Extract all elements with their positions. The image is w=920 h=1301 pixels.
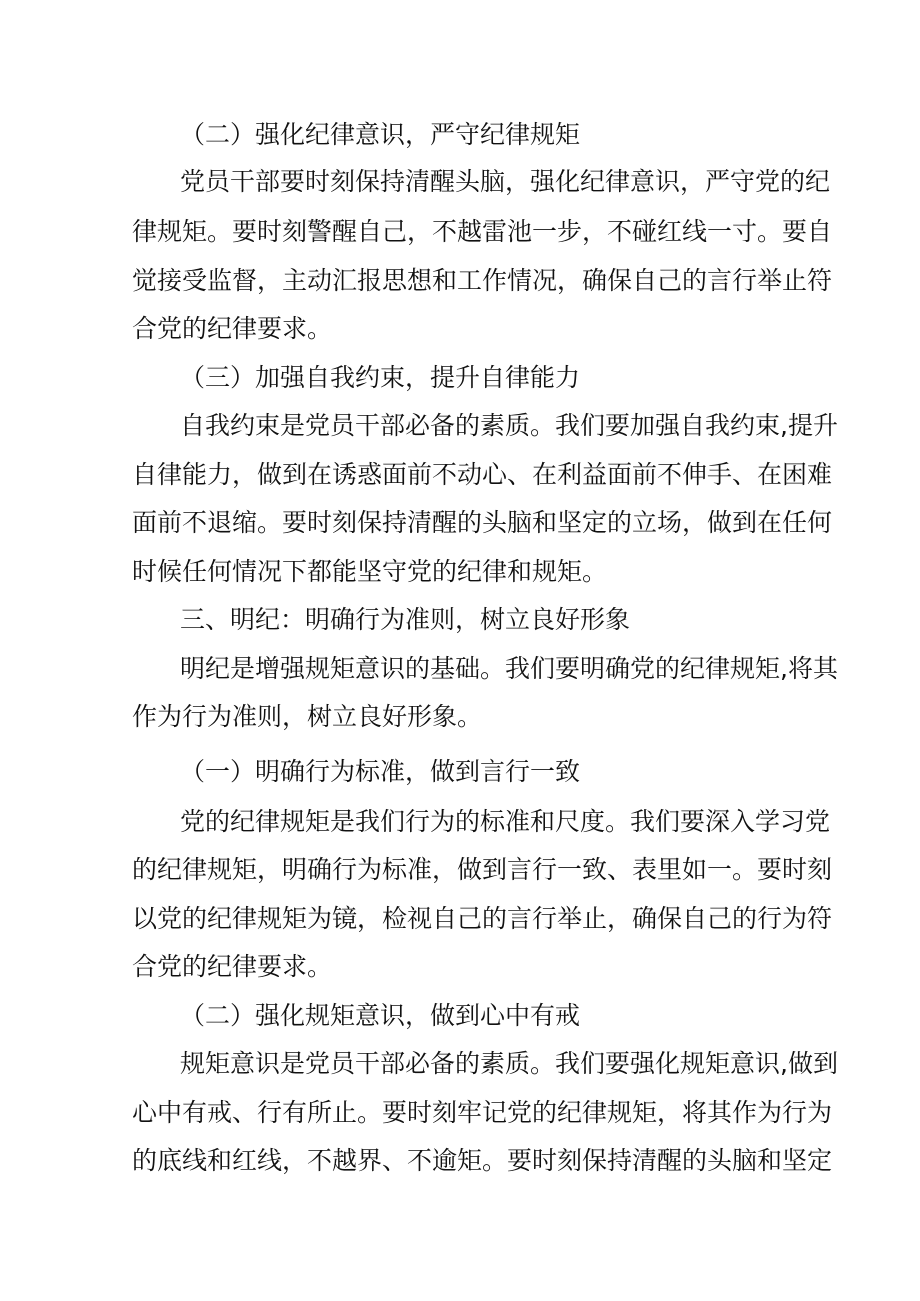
section-heading-2: （二）强化纪律意识，严守纪律规矩 (180, 120, 581, 149)
paragraph-line: 觉接受监督，主动汇报思想和工作情况，确保自己的言行举止符 (132, 266, 833, 295)
paragraph-line: 的纪律规矩，明确行为标准，做到言行一致、表里如一。要时刻 (132, 855, 833, 884)
paragraph-line: 以党的纪律规矩为镜，检视自己的言行举止，确保自己的行为符 (132, 904, 833, 933)
paragraph-line: 党员干部要时刻保持清醒头脑，强化纪律意识，严守党的纪 (180, 167, 831, 196)
section-heading-3: （三）加强自我约束，提升自律能力 (180, 363, 581, 392)
paragraph-line: 明纪是增强规矩意识的基础。我们要明确党的纪律规矩,将其 (180, 654, 838, 683)
paragraph-line: 规矩意识是党员干部必备的素质。我们要强化规矩意识,做到 (180, 1049, 838, 1078)
paragraph-line: 自我约束是党员干部必备的素质。我们要加强自我约束,提升 (180, 411, 838, 440)
paragraph-line: 的底线和红线，不越界、不逾矩。要时刻保持清醒的头脑和坚定 (132, 1146, 833, 1175)
paragraph-line: 作为行为准则，树立良好形象。 (132, 702, 483, 731)
paragraph-line: 心中有戒、行有所止。要时刻牢记党的纪律规矩，将其作为行为 (132, 1098, 833, 1127)
paragraph-line: 面前不退缩。要时刻保持清醒的头脑和坚定的立场，做到在任何 (132, 508, 833, 537)
paragraph-line: 党的纪律规矩是我们行为的标准和尺度。我们要深入学习党 (180, 807, 831, 836)
chapter-heading: 三、明纪：明确行为准则，树立良好形象 (180, 605, 631, 634)
section-heading-1: （一）明确行为标准，做到言行一致 (180, 757, 581, 786)
paragraph-line: 时候任何情况下都能坚守党的纪律和规矩。 (132, 557, 608, 586)
paragraph-line: 自律能力，做到在诱惑面前不动心、在利益面前不伸手、在困难 (132, 460, 833, 489)
paragraph-line: 合党的纪律要求。 (132, 314, 333, 343)
paragraph-line: 律规矩。要时刻警醒自己，不越雷池一步，不碰红线一寸。要自 (132, 217, 833, 246)
paragraph-line: 合党的纪律要求。 (132, 952, 333, 981)
section-heading-2b: （二）强化规矩意识，做到心中有戒 (180, 1001, 581, 1030)
